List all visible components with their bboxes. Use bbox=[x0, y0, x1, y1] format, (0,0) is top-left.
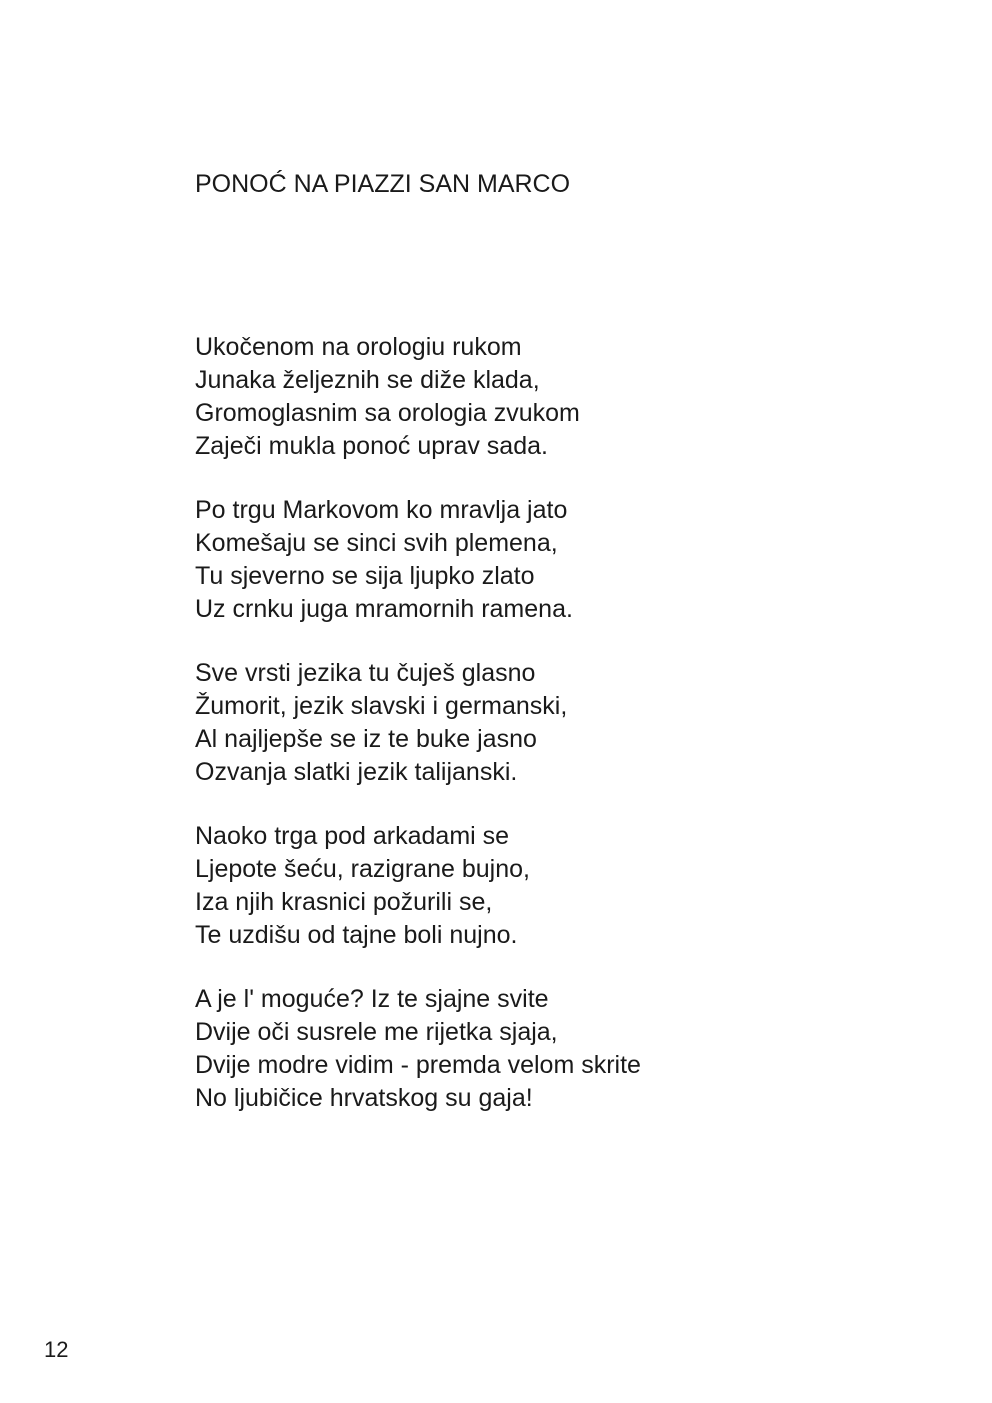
poem-line: A je l' moguće? Iz te sjajne svite bbox=[195, 985, 549, 1013]
stanza-3 bbox=[195, 657, 895, 789]
poem-line: Tu sjeverno se sija ljupko zlato bbox=[195, 562, 535, 590]
poem-line: Zaječi mukla ponoć uprav sada. bbox=[195, 432, 548, 460]
poem-line: Ljepote šeću, razigrane bujno, bbox=[195, 855, 530, 883]
stanza-1 bbox=[195, 331, 895, 463]
poem-body bbox=[195, 331, 895, 1146]
poem-line: Sve vrsti jezika tu čuješ glasno bbox=[195, 659, 536, 687]
poem-line: Naoko trga pod arkadami se bbox=[195, 822, 510, 850]
poem-line: Dvije modre vidim - premda velom skrite bbox=[195, 1051, 641, 1079]
poem-line: Junaka željeznih se diže klada, bbox=[195, 366, 540, 394]
stanza-2 bbox=[195, 494, 895, 626]
poem-line: Gromoglasnim sa orologia zvukom bbox=[195, 399, 580, 427]
poem-line: Ukočenom na orologiu rukom bbox=[195, 333, 522, 361]
poem-line: No ljubičice hrvatskog su gaja! bbox=[195, 1084, 533, 1112]
stanza-4 bbox=[195, 820, 895, 952]
poem-line: Uz crnku juga mramornih ramena. bbox=[195, 595, 573, 623]
poem-line: Žumorit, jezik slavski i germanski, bbox=[195, 692, 568, 720]
poem-line: Iza njih krasnici požurili se, bbox=[195, 888, 493, 916]
poem-line: Al najljepše se iz te buke jasno bbox=[195, 725, 537, 753]
poem-line: Po trgu Markovom ko mravlja jato bbox=[195, 496, 568, 524]
poem-title: PONOĆ NA PIAZZI SAN MARCO bbox=[195, 170, 571, 198]
poem-line: Ozvanja slatki jezik talijanski. bbox=[195, 758, 518, 786]
poem-line: Komešaju se sinci svih plemena, bbox=[195, 529, 558, 557]
poem-line: Dvije oči susrele me rijetka sjaja, bbox=[195, 1018, 558, 1046]
page-number: 12 bbox=[44, 1337, 69, 1362]
poem-line: Te uzdišu od tajne boli nujno. bbox=[195, 921, 518, 949]
stanza-5 bbox=[195, 983, 895, 1115]
